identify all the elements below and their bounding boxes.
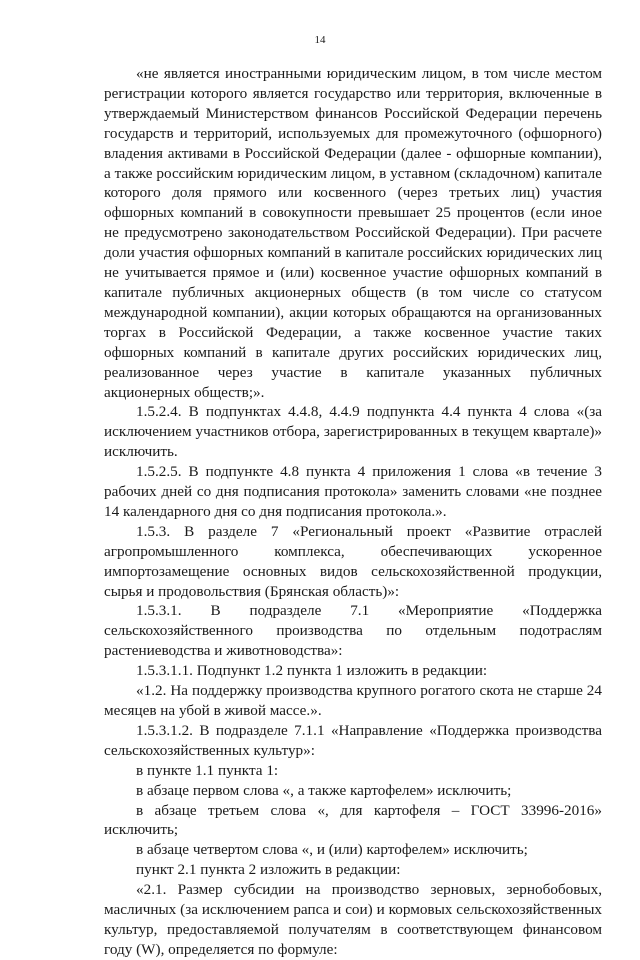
paragraph-point-1-1: в пункте 1.1 пункта 1: [136, 761, 279, 779]
paragraph-subsidy-formula: «2.1. Размер субсидии на производство зерновых, зернобобовых, масличных (за исключением рапса и сои) и кормовых сельскохозяйственных культур, предоставляемой получателям в соответствующем финансовом году (W), определяется по формуле: [104, 881, 602, 958]
paragraph-fourth-abzac: в абзаце четвертом слова «, и (или) картофелем» исключить; [136, 841, 528, 859]
page-number: 14 [314, 34, 326, 46]
paragraph-1-5-2-5: 1.5.2.5. В подпункте 4.8 пункта 4 приложения 1 слова «в течение 3 рабочих дней со дня подписания протокола» заменить словами «не позднее 14 календарного дня со дня подписания протокола.». [104, 463, 602, 520]
document-body [104, 64, 602, 960]
paragraph-1-5-2-4: 1.5.2.4. В подпунктах 4.4.8, 4.4.9 подпункта 4.4 пункта 4 слова «(за исключением участников отбора, зарегистрированных в текущем квартале)» исключить. [104, 403, 602, 461]
paragraph-1-2-livestock: «1.2. На поддержку производства крупного рогатого скота не старше 24 месяцев на убой в живой массе.». [104, 682, 602, 719]
paragraph-point-2-1: пункт 2.1 пункта 2 изложить в редакции: [136, 861, 401, 879]
paragraph-1-5-3-1: 1.5.3.1. В подразделе 7.1 «Мероприятие «Поддержка сельскохозяйственного производства по отдельным подотраслям растениеводства и животноводства»: [104, 602, 602, 660]
paragraph-third-abzac: в абзаце третьем слова «, для картофеля – ГОСТ 33996-2016» исключить; [104, 801, 602, 839]
paragraph-1-5-3-1-2: 1.5.3.1.2. В подразделе 7.1.1 «Направление «Поддержка производства сельскохозяйственных культур»: [104, 721, 602, 759]
paragraph-offshore-definition: «не является иностранными юридическим лицом, в том числе местом регистрации которого является государство или территория, включенные в утверждаемый Министерством финансов Российской Федерации перечень государств и территорий, используемых для промежуточного (офшорного) владения активами в Российской Федерации (далее - офшорные компании), а также российским юридическим лицом, в уставном (складочном) капитале которого доля прямого или косвенного (через третьих лиц) участия офшорных компаний в совокупности превышает 25 процентов (если иное не предусмотрено законодательством Российской Федерации). При расчете доли участия офшорных компаний в капитале российских юридических лиц не учитывается прямое и (или) косвенное участие офшорных компаний в капитале публичных акционерных обществ (в том числе со статусом международной компании), акции которых обращаются на организованных торгах в Российской Федерации, а также косвенное участие таких офшорных компаний в капитале других российских юридических лиц, реализованное через участие в капитале указанных публичных акционерных обществ;». [104, 65, 602, 401]
paragraph-1-5-3-1-1: 1.5.3.1.1. Подпункт 1.2 пункта 1 изложить в редакции: [136, 662, 488, 680]
paragraph-first-abzac: в абзаце первом слова «, а также картофелем» исключить; [136, 781, 512, 799]
paragraph-1-5-3: 1.5.3. В разделе 7 «Региональный проект «Развитие отраслей агропромышленного комплекса, обеспечивающих ускоренное импортозамещение основных видов сельскохозяйственной продукции, сырья и продовольствия (Брянская область)»: [104, 522, 602, 600]
